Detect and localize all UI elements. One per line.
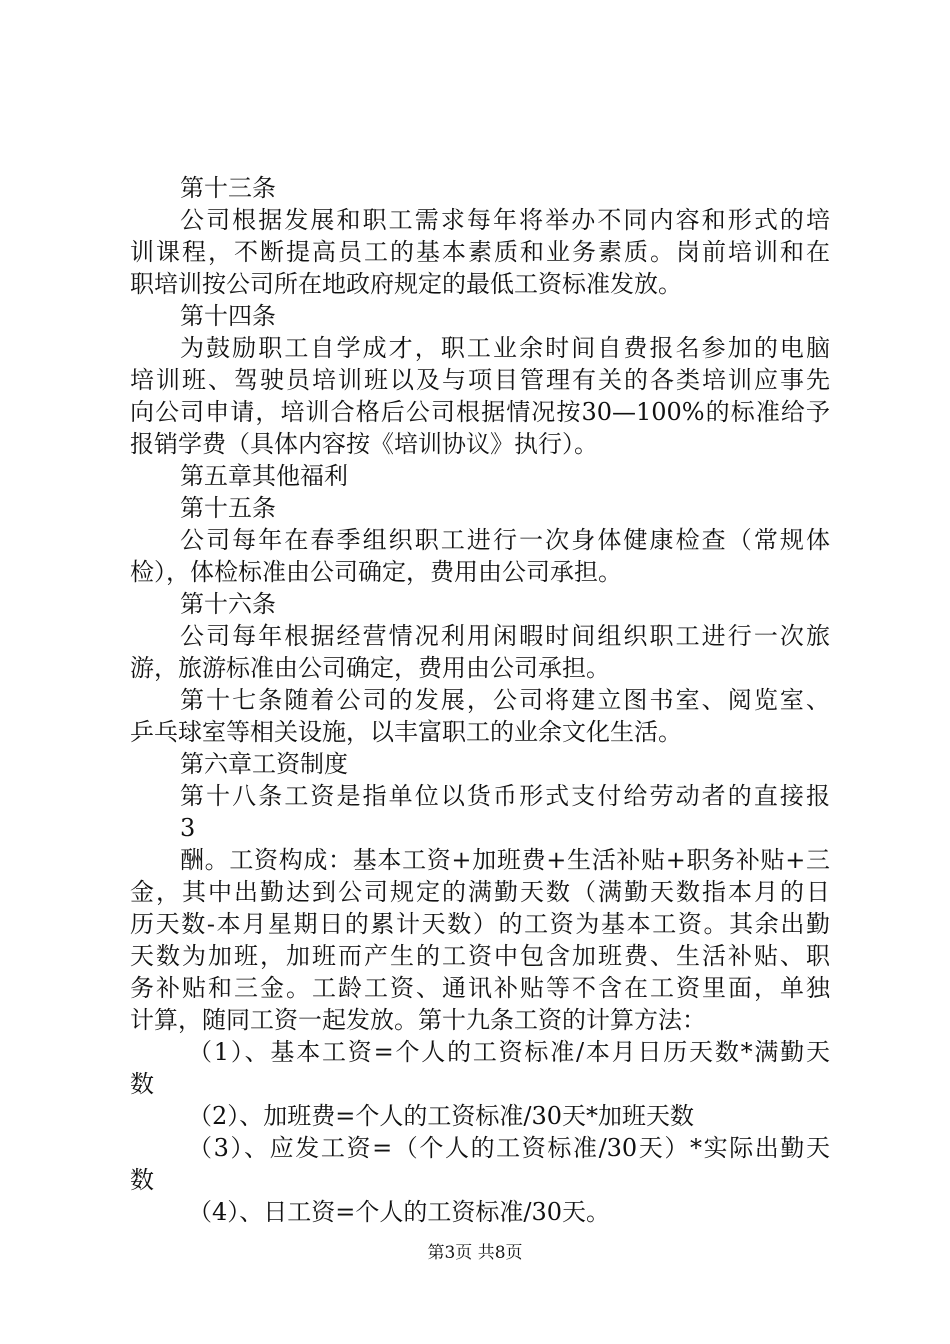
text-line: 金，其中出勤达到公司规定的满勤天数（满勤天数指本月的日 (130, 878, 830, 906)
text-line: 第十七条随着公司的发展，公司将建立图书室、阅览室、 (180, 686, 830, 714)
text-line: 酬。工资构成：基本工资+加班费+生活补贴+职务补贴+三 (180, 846, 830, 874)
text-line: 历天数-本月星期日的累计天数）的工资为基本工资。其余出勤 (130, 910, 830, 938)
text-line: 公司每年在春季组织职工进行一次身体健康检查（常规体 (180, 526, 830, 554)
text-line: 第十三条 (180, 174, 276, 202)
text-line: 第十八条工资是指单位以货币形式支付给劳动者的直接报 (180, 782, 830, 810)
text-line: 3 (180, 814, 196, 842)
text-line: 职培训按公司所在地政府规定的最低工资标准发放。 (130, 270, 682, 298)
text-line: 乒乓球室等相关设施，以丰富职工的业余文化生活。 (130, 718, 682, 746)
text-line: 检），体检标准由公司确定，费用由公司承担。 (130, 558, 622, 586)
text-line: 公司根据发展和职工需求每年将举办不同内容和形式的培 (180, 206, 830, 234)
text-line: 向公司申请，培训合格后公司根据情况按30—100%的标准给予 (130, 398, 830, 426)
text-line: 第十五条 (180, 494, 276, 522)
text-line: 第五章其他福利 (180, 462, 348, 490)
text-line: （3）、应发工资=（个人的工资标准/30天）*实际出勤天 (188, 1134, 830, 1162)
text-line: 天数为加班，加班而产生的工资中包含加班费、生活补贴、职 (130, 942, 830, 970)
text-line: 报销学费（具体内容按《培训协议》执行）。 (130, 430, 598, 458)
text-line: 计算，随同工资一起发放。第十九条工资的计算方法： (130, 1006, 706, 1034)
text-line: 游，旅游标准由公司确定，费用由公司承担。 (130, 654, 610, 682)
text-line: 培训班、驾驶员培训班以及与项目管理有关的各类培训应事先 (130, 366, 830, 394)
text-line: 数 (130, 1166, 154, 1194)
text-line: 第十四条 (180, 302, 276, 330)
text-line: 务补贴和三金。工龄工资、通讯补贴等不含在工资里面，单独 (130, 974, 830, 1002)
text-line: 第十六条 (180, 590, 276, 618)
text-line: 数 (130, 1070, 154, 1098)
text-line: 公司每年根据经营情况利用闲暇时间组织职工进行一次旅 (180, 622, 830, 650)
page-footer: 第3页 共8页 (427, 1243, 523, 1263)
text-line: 为鼓励职工自学成才，职工业余时间自费报名参加的电脑 (180, 334, 830, 362)
text-line: （4）、日工资=个人的工资标准/30天。 (188, 1198, 611, 1226)
text-line: （2）、加班费=个人的工资标准/30天*加班天数 (188, 1102, 695, 1130)
text-line: （1）、基本工资=个人的工资标准/本月日历天数*满勤天 (188, 1038, 830, 1066)
text-line: 训课程，不断提高员工的基本素质和业务素质。岗前培训和在 (130, 238, 830, 266)
document-body (130, 172, 830, 1228)
text-line: 第六章工资制度 (180, 750, 348, 778)
